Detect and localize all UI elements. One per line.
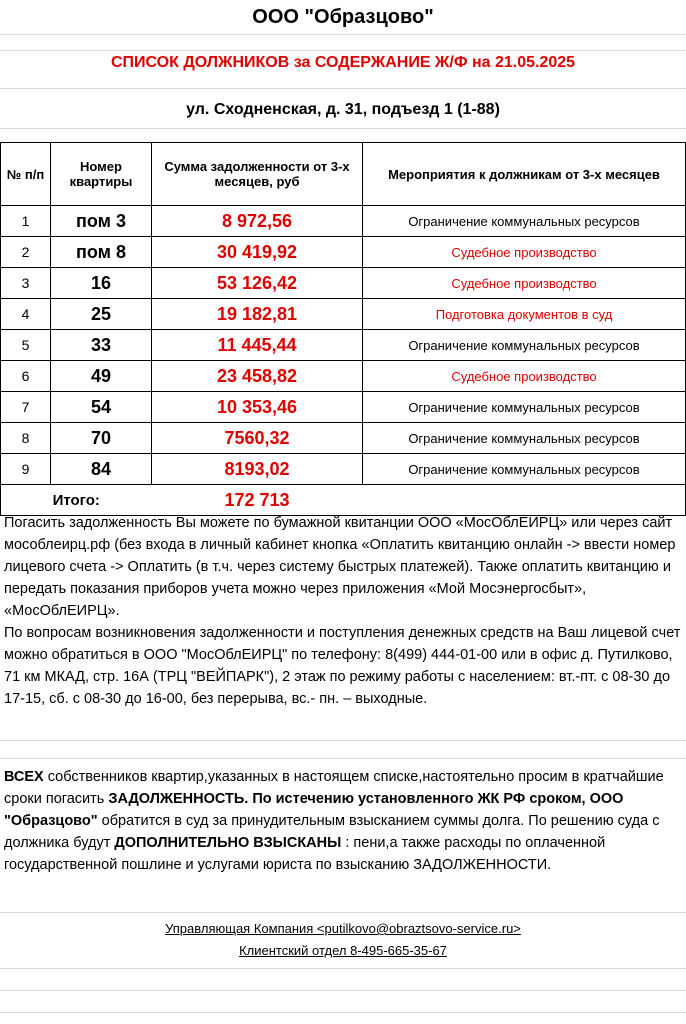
notice-debt-term: ЗАДОЛЖЕННОСТЬ. По истечению установленного ЖК РФ сроком, ООО "Образцово" xyxy=(4,791,624,829)
header-debt-sum: Сумма задолженности от 3-х месяцев, руб xyxy=(152,143,363,206)
gridline xyxy=(0,990,686,991)
row-debt-sum: 19 182,81 xyxy=(152,299,363,330)
client-department-phone[interactable]: Клиентский отдел 8-495-665-35-67 xyxy=(239,943,447,958)
gridline xyxy=(0,740,686,741)
row-measure: Ограничение коммунальных ресурсов xyxy=(363,330,686,361)
company-title: ООО "Образцово" xyxy=(252,6,434,28)
contact-info-paragraph: По вопросам возникновения задолженности и поступления денежных средств на Ваш лицевой счет можно обратиться в ООО "МосОблЕИРЦ" по телефону: 8(499) 444-01-00 или в офис д. Путилково, 71 км МКАД, стр. 16А (ТРЦ "ВЕЙПАРК"), 2 этаж по режиму работы с населением: вт.-пт. с 08-30 до 17-15, сб. с 08-30 до 16-00, без перерыва, вс.- пн. – выходные. xyxy=(4,625,681,707)
management-company-contact[interactable]: Управляющая Компания <putilkovo@obraztsovo-service.ru> xyxy=(165,921,521,936)
row-apartment: 16 xyxy=(51,268,152,299)
table-row xyxy=(1,423,686,454)
header-apartment: Номер квартиры xyxy=(51,143,152,206)
row-measure: Ограничение коммунальных ресурсов xyxy=(363,423,686,454)
row-debt-sum: 53 126,42 xyxy=(152,268,363,299)
row-measure: Ограничение коммунальных ресурсов xyxy=(363,454,686,485)
list-title: СПИСОК ДОЛЖНИКОВ за СОДЕРЖАНИЕ Ж/Ф на 21.05.2025 xyxy=(110,54,576,71)
table-row xyxy=(1,392,686,423)
row-measure: Судебное производство xyxy=(363,361,686,392)
payment-info-paragraph: Погасить задолженность Вы можете по бумажной квитанции ООО «МосОблЕИРЦ» или через сайт мособлеирц.рф (без входа в личный кабинет кнопка «Оплатить квитанцию онлайн -> ввести номер лицевого счета -> Оплатить (в т.ч. через систему быстрых платежей). Также оплатить квитанцию и передать показания приборов учета можно через приложения «Мой Мосэнергосбыт», «МосОблЕИРЦ». xyxy=(4,515,676,619)
row-apartment: пом 8 xyxy=(51,237,152,268)
total-row xyxy=(1,485,686,516)
gridline xyxy=(0,1012,686,1013)
row-debt-sum: 8193,02 xyxy=(152,454,363,485)
row-apartment: 25 xyxy=(51,299,152,330)
row-number: 7 xyxy=(1,392,51,423)
row-number: 8 xyxy=(1,423,51,454)
row-number: 2 xyxy=(1,237,51,268)
total-label: Итого: xyxy=(1,485,152,516)
total-value: 172 713 xyxy=(152,485,363,516)
header-num: № п/п xyxy=(1,143,51,206)
row-debt-sum: 11 445,44 xyxy=(152,330,363,361)
row-apartment: 84 xyxy=(51,454,152,485)
gridline xyxy=(0,128,686,129)
row-number: 9 xyxy=(1,454,51,485)
row-apartment: 33 xyxy=(51,330,152,361)
table-header-row xyxy=(1,143,686,206)
debt-notice xyxy=(4,766,682,876)
row-number: 6 xyxy=(1,361,51,392)
row-measure: Подготовка документов в суд xyxy=(363,299,686,330)
gridline xyxy=(0,88,686,89)
row-measure: Судебное производство xyxy=(363,268,686,299)
table-row xyxy=(1,268,686,299)
row-measure: Судебное производство xyxy=(363,237,686,268)
row-measure: Ограничение коммунальных ресурсов xyxy=(363,392,686,423)
table-row xyxy=(1,454,686,485)
row-debt-sum: 23 458,82 xyxy=(152,361,363,392)
notice-text: обратится в суд за принудительным взысканием суммы долга. По решению суда с должника будут xyxy=(4,813,660,851)
table-row xyxy=(1,206,686,237)
table-row xyxy=(1,299,686,330)
gridline xyxy=(0,50,686,51)
gridline xyxy=(0,758,686,759)
total-empty-cell xyxy=(363,485,686,516)
table-row xyxy=(1,237,686,268)
row-apartment: 49 xyxy=(51,361,152,392)
notice-all: ВСЕХ xyxy=(4,769,44,785)
notice-additionally: ДОПОЛНИТЕЛЬНО ВЗЫСКАНЫ xyxy=(114,835,342,851)
table-row xyxy=(1,330,686,361)
gridline xyxy=(0,34,686,35)
debtors-table xyxy=(0,142,686,516)
notice-text: собственников квартир,указанных в настоящем списке,настоятельно просим в кратчайшие сроки погасить xyxy=(4,769,664,807)
header-measures: Мероприятия к должникам от 3-х месяцев xyxy=(363,143,686,206)
row-number: 3 xyxy=(1,268,51,299)
gridline xyxy=(0,968,686,969)
row-debt-sum: 30 419,92 xyxy=(152,237,363,268)
row-measure: Ограничение коммунальных ресурсов xyxy=(363,206,686,237)
row-debt-sum: 8 972,56 xyxy=(152,206,363,237)
gridline xyxy=(0,912,686,913)
row-apartment: 54 xyxy=(51,392,152,423)
row-number: 4 xyxy=(1,299,51,330)
row-debt-sum: 7560,32 xyxy=(152,423,363,454)
table-row xyxy=(1,361,686,392)
row-debt-sum: 10 353,46 xyxy=(152,392,363,423)
notice-text: : пени,а также расходы по оплаченной государственной пошлине и услугами юриста по взысканию ЗАДОЛЖЕННОСТИ. xyxy=(4,835,606,873)
row-apartment: пом 3 xyxy=(51,206,152,237)
row-number: 1 xyxy=(1,206,51,237)
address: ул. Сходненская, д. 31, подъезд 1 (1-88) xyxy=(186,101,500,118)
row-apartment: 70 xyxy=(51,423,152,454)
payment-info xyxy=(4,512,682,710)
row-number: 5 xyxy=(1,330,51,361)
